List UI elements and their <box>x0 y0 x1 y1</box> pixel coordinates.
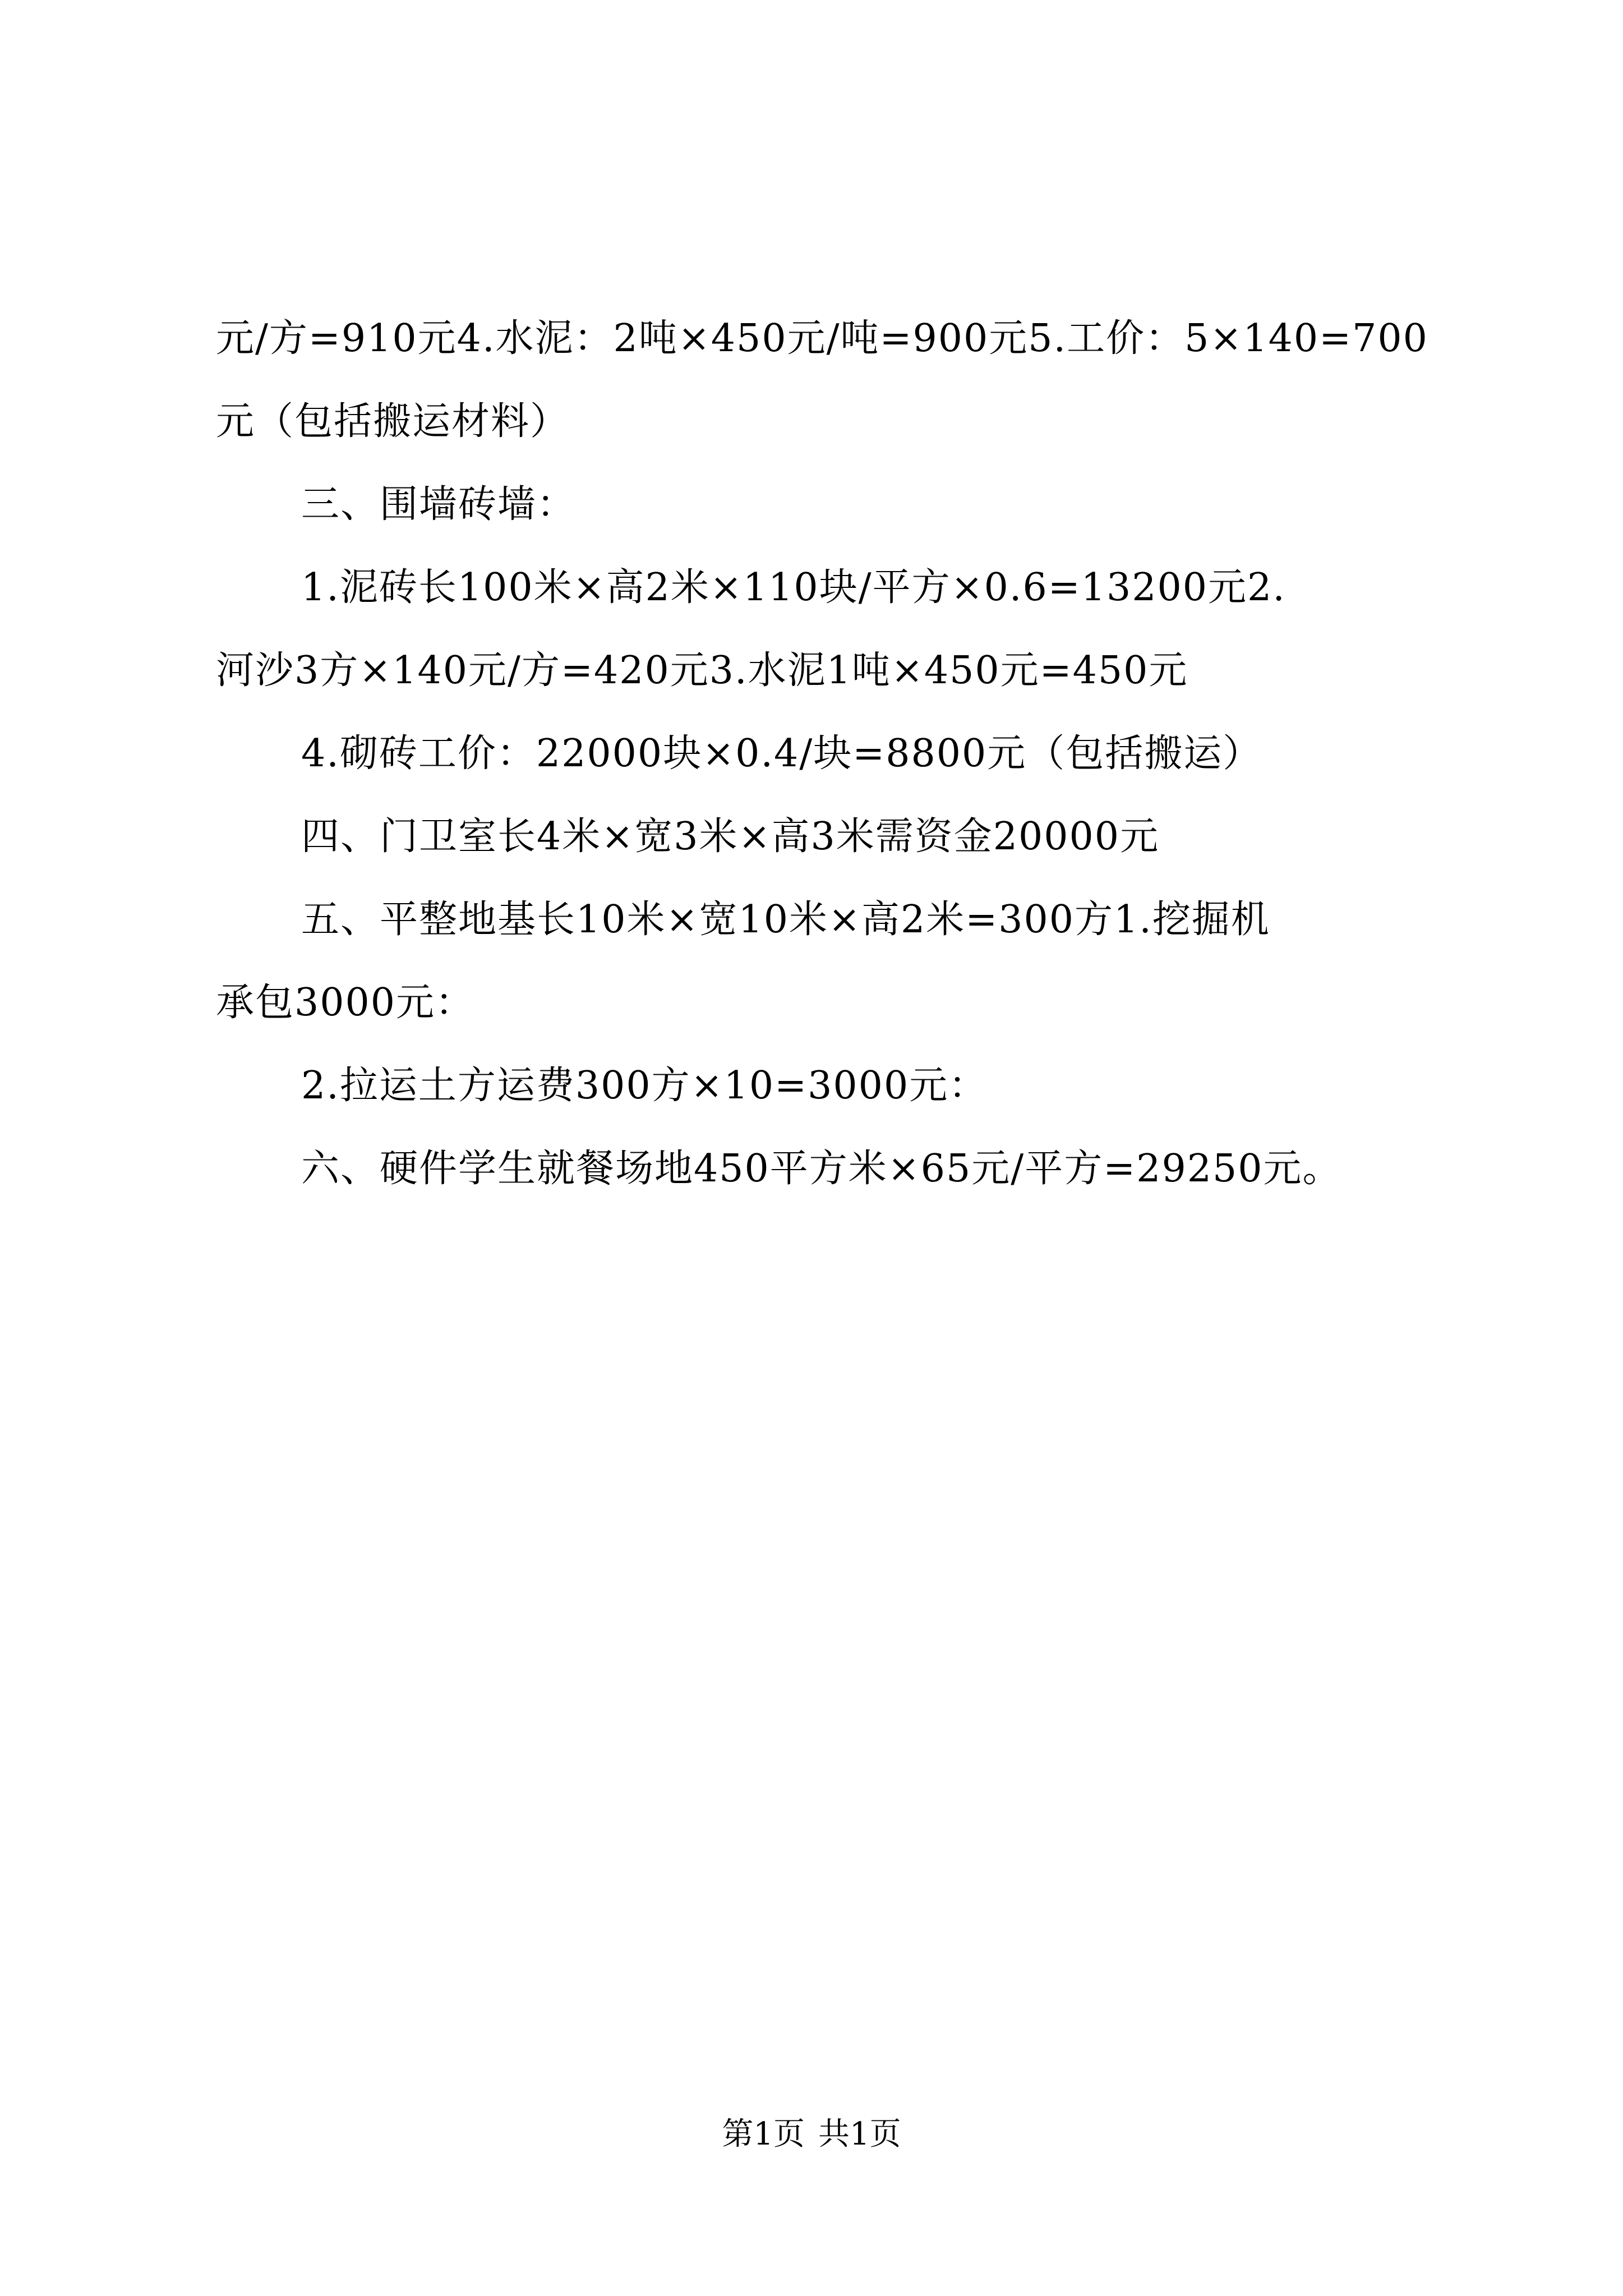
page-number: 第1页 <box>722 2116 805 2152</box>
text-line: 元/方=910元4.水泥：2吨×450元/吨=900元5.工价：5×140=700 <box>216 316 1428 361</box>
text-line: 4.砌砖工价：22000块×0.4/块=8800元（包括搬运） <box>301 731 1262 776</box>
text-line: 1.泥砖长100米×高2米×110块/平方×0.6=13200元2. <box>301 565 1286 610</box>
text-line: 承包3000元： <box>216 981 475 1025</box>
text-line: 河沙3方×140元/方=420元3.水泥1吨×450元=450元 <box>216 648 1188 693</box>
text-line: 2.拉运土方运费300方×10=3000元： <box>301 1064 988 1108</box>
text-line: 元（包括搬运材料） <box>216 399 570 444</box>
section-heading: 六、硬件学生就餐场地450平方米×65元/平方=29250元。 <box>301 1147 1342 1191</box>
section-heading: 四、门卫室长4米×宽3米×高3米需资金20000元 <box>301 815 1160 859</box>
section-heading: 三、围墙砖墙： <box>301 482 577 527</box>
page-footer <box>0 2112 1623 2157</box>
page-count: 共1页 <box>818 2116 901 2152</box>
section-heading: 五、平整地基长10米×宽10米×高2米=300方1.挖掘机 <box>301 898 1270 942</box>
document-body <box>216 297 1427 1211</box>
